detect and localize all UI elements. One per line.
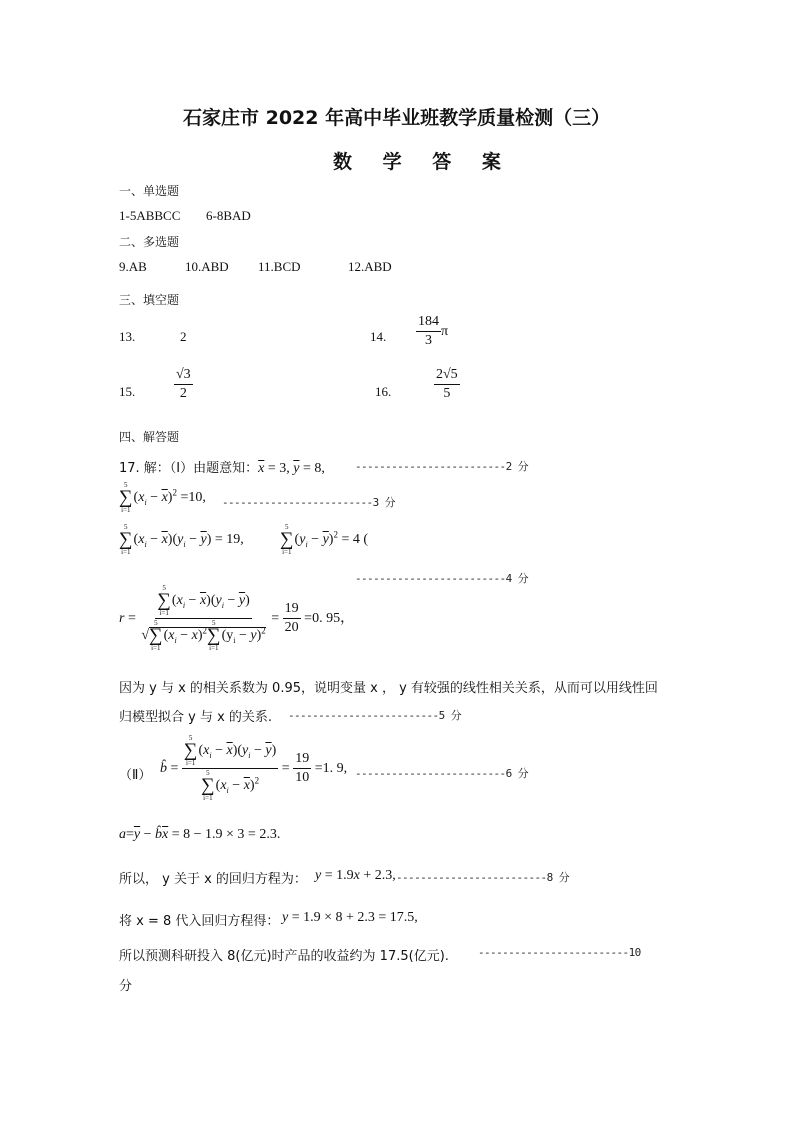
fill-16-label: 16. (375, 384, 392, 399)
q17-substitute-label: 将 x = 8 代入回归方程得： (119, 914, 280, 929)
fill-13-label: 13. (119, 329, 136, 344)
fill-15-label: 15. (119, 384, 136, 399)
formula-b-hat: b̂ = 5 ∑ i=1 $(x_i - \overline{x})(y_i - \overline{y})$ 5 ∑ i=1 $(x_i - \overline{x})^2$ = $\frac{19}{10}$ =1. 9, (160, 734, 348, 803)
fill-15-denominator: 2 (179, 386, 187, 402)
formula-syy: 5 ∑ i=1 $(y_i - \overline{y})^2 = 4$ ( (280, 523, 369, 557)
fill-14-denominator: 3 (425, 333, 432, 349)
answer-multi-11: 11.BCD (258, 259, 301, 274)
q17-means: $\overline{x} = 3$, $\overline{y} = 8$, (258, 461, 325, 476)
fill-15-value (174, 367, 193, 402)
q17-regression-label: 所以， y 关于 x 的回归方程为： (119, 872, 307, 887)
fill-16-value (434, 367, 460, 402)
formula-substitution: y = 1.9 × 8 + 2.3 = 17.5, (282, 910, 418, 925)
fill-16-numerator: 2√5 (434, 367, 460, 385)
score-10-unit: 分 (119, 979, 133, 994)
section-fill-blank: 三、填空题 (119, 293, 180, 307)
q17-intro (119, 457, 325, 477)
fill-14-pi: π (441, 323, 449, 339)
section-single-choice: 一、单选题 (119, 184, 180, 198)
fill-15-numerator: √3 (174, 367, 193, 385)
answer-multi-10: 10.ABD (185, 259, 229, 274)
page-title: 石家庄市 2022 年高中毕业班教学质量检测（三） (183, 107, 611, 129)
q17-conclusion-line1: 因为 y 与 x 的相关系数为 0.95，说明变量 x ， y 有较强的线性相关关系，从而可以用线性回 (119, 681, 658, 696)
answer-multi-12: 12.ABD (348, 259, 392, 274)
fill-14-label: 14. (370, 329, 387, 344)
score-5: -------------------------5 分 (288, 709, 462, 722)
answer-multi-9: 9.AB (119, 259, 147, 274)
score-4: -------------------------4 分 (355, 572, 529, 585)
section-problem-solving: 四、解答题 (119, 430, 180, 444)
q17-prediction: 所以预测科研投入 8(亿元)时产品的收益约为 17.5(亿元). (119, 949, 449, 964)
answer-single-6-8: 6-8BAD (206, 208, 251, 223)
score-8: -------------------------8 分 (396, 871, 570, 884)
fill-14-value (416, 314, 448, 349)
score-3: -------------------------3 分 (222, 496, 396, 509)
q17-part2-label: （Ⅱ） (119, 768, 152, 783)
score-2: -------------------------2 分 (355, 460, 529, 473)
fill-16-denominator: 5 (443, 386, 451, 402)
page-subtitle: 数 学 答 案 (333, 151, 513, 173)
score-10: -------------------------10 (478, 946, 641, 959)
formula-a: $a=\overline{y}$ − $b̂\overline{x} = 8 - 1.9 \times 3 = 2.3$. (119, 827, 281, 842)
formula-r: r = 5 ∑ i=1 $(x_i - \overline{x})(y_i - \overline{y})$ √ 5 ∑ i=1 $(x_i - \overline{x})^2$ 5 ∑ i=1 $(y_i - \overline{y})^2$ = $\frac{19}{20}$ =0. 95， (119, 584, 355, 653)
formula-sxx: 5 ∑ i=1 $(x_i - \overline{x})^2 =10$, (119, 481, 206, 515)
q17-intro-text: 17. 解：（Ⅰ）由题意知： (119, 461, 259, 476)
answer-single-1-5: 1-5ABBCC (119, 208, 181, 223)
score-6: -------------------------6 分 (355, 767, 529, 780)
fill-13-value: 2 (180, 329, 187, 344)
formula-sxy: 5 ∑ i=1 $(x_i - \overline{x})(y_i - \overline{y}) = 19$, (119, 523, 244, 557)
fill-14-numerator: 184 (416, 314, 441, 332)
section-multi-choice: 二、多选题 (119, 235, 180, 249)
formula-regression: y = 1.9x + 2.3, (315, 868, 396, 883)
q17-conclusion-line2: 归模型拟合 y 与 x 的关系. (119, 710, 273, 725)
